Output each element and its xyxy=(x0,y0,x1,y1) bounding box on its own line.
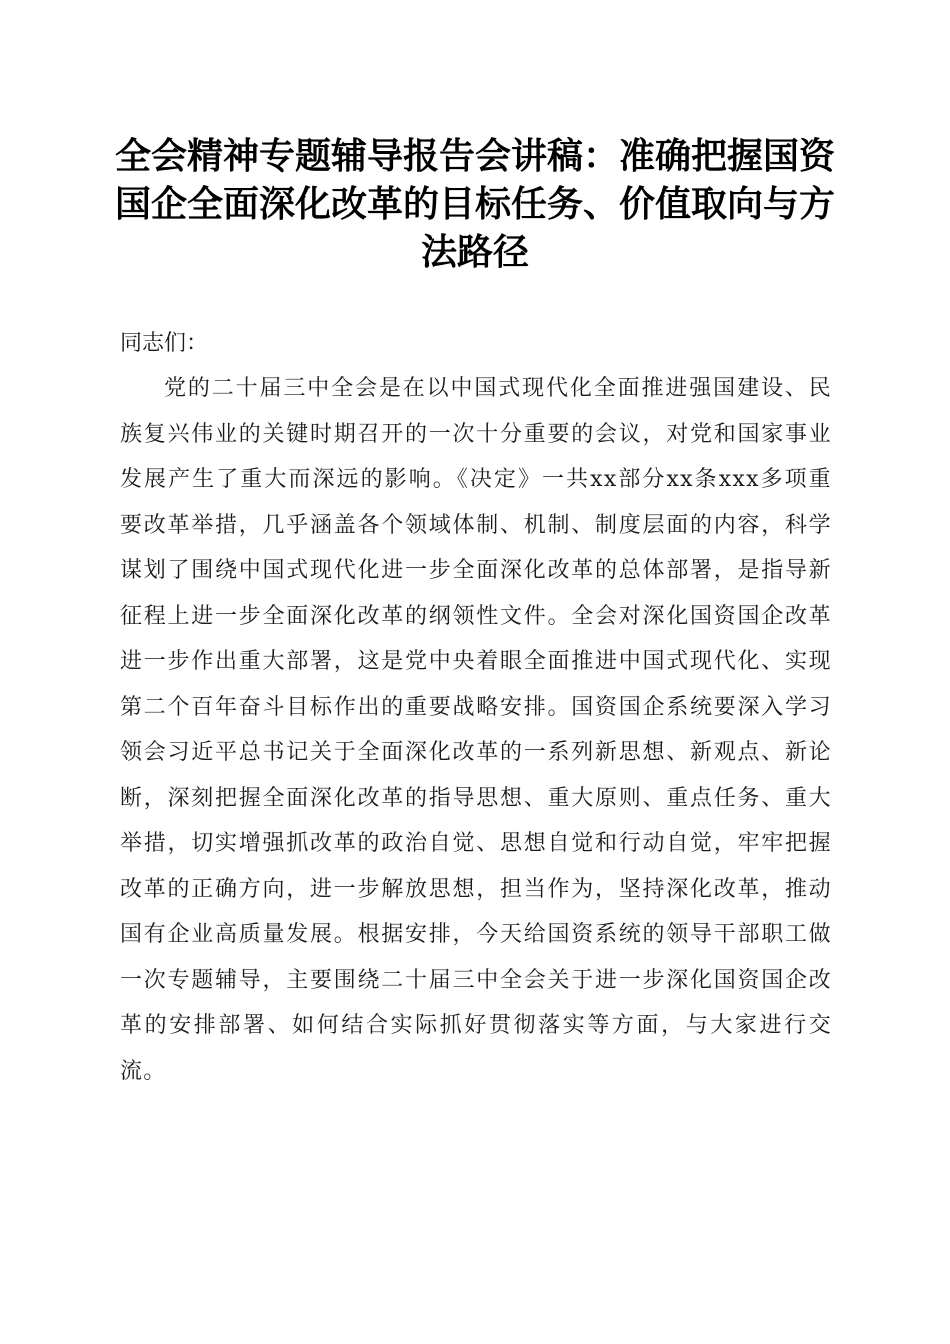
salutation: 同志们： xyxy=(120,331,209,356)
body-paragraph: 党的二十届三中全会是在以中国式现代化全面推进强国建设、民族复兴伟业的关键时期召开的一次十分重要的会议，对党和国家事业发展产生了重大而深远的影响。《决定》一共xx部分xx条xxx多项重要改革举措，几乎涵盖各个领域体制、机制、制度层面的内容，科学谋划了围绕中国式现代化进一步全面深化改革的总体部署，是指导新征程上进一步全面深化改革的纲领性文件。全会对深化国资国企改革进一步作出重大部署，这是党中央着眼全面推进中国式现代化、实现第二个百年奋斗目标作出的重要战略安排。国资国企系统要深入学习领会习近平总书记关于全面深化改革的一系列新思想、新观点、新论断，深刻把握全面深化改革的指导思想、重大原则、重点任务、重大举措，切实增强抓改革的政治自觉、思想自觉和行动自觉，牢牢把握改革的正确方向，进一步解放思想，担当作为，坚持深化改革，推动国有企业高质量发展。根据安排，今天给国资系统的领导干部职工做一次专题辅导，主要围绕二十届三中全会关于进一步深化国资国企改革的安排部署、如何结合实际抓好贯彻落实等方面，与大家进行交流。 xyxy=(120,376,832,1084)
document-title: 全会精神专题辅导报告会讲稿：准确把握国资国企全面深化改革的目标任务、价值取向与方法路径 xyxy=(114,135,835,273)
